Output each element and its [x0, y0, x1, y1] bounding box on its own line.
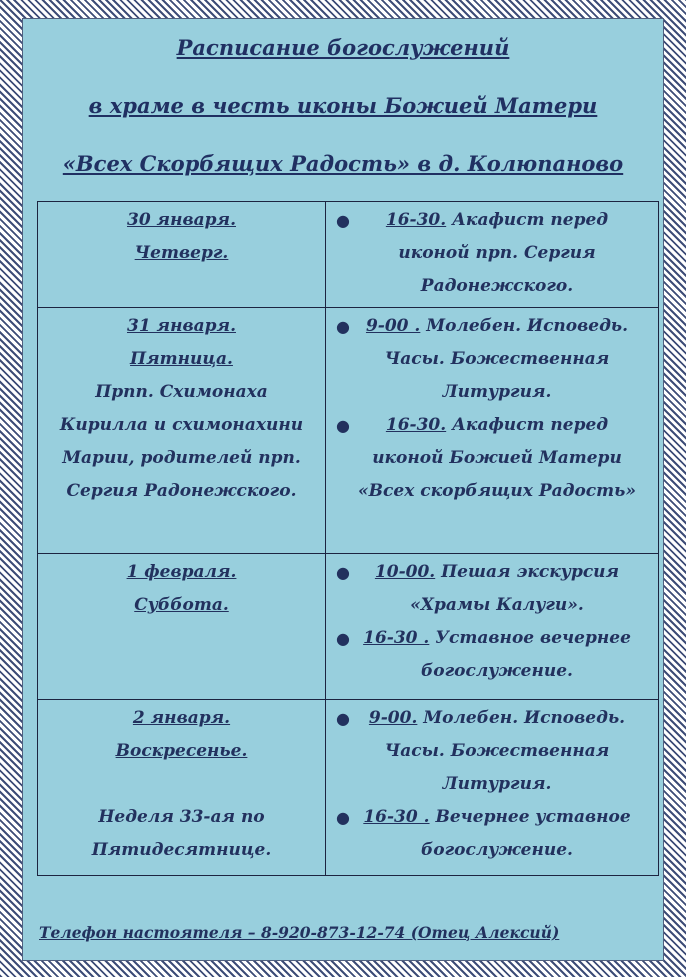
- feast-note: Прпп. Схимонаха: [95, 382, 268, 402]
- service-time: 9-00.: [368, 708, 418, 728]
- bullet-icon: ●: [336, 416, 350, 435]
- service-entry: [330, 204, 654, 303]
- day-cell: [38, 308, 326, 554]
- bullet-icon: ●: [336, 317, 350, 336]
- bullet-icon: ●: [336, 563, 350, 582]
- bullet-icon: ●: [336, 709, 350, 728]
- schedule-table: [37, 201, 659, 876]
- schedule-row: [38, 700, 659, 876]
- feast-note: Неделя 33-ая по: [98, 807, 265, 827]
- service-entry: [330, 801, 654, 867]
- day-weekday: Четверг.: [134, 243, 229, 263]
- service-time: 16-30.: [385, 415, 447, 435]
- services-cell: [326, 700, 659, 876]
- subtitle-icon-location: «Всех Скорбящих Радость» в д. Колюпаново: [62, 151, 624, 176]
- service-line: «Всех скорбящих Радость»: [358, 481, 636, 501]
- service-entry: [330, 556, 654, 622]
- day-weekday: Суббота.: [134, 595, 229, 615]
- feast-note: Марии, родителей прп.: [62, 448, 301, 468]
- service-title: Молебен. Исповедь.: [417, 708, 626, 728]
- service-time: 9-00 .: [365, 316, 421, 336]
- feast-note: Пятидесятнице.: [91, 840, 272, 860]
- schedule-row: [38, 554, 659, 700]
- day-cell: [38, 554, 326, 700]
- service-title: Пешая экскурсия: [435, 562, 620, 582]
- day-date: 2 января.: [132, 708, 231, 728]
- day-date: 31 января.: [126, 316, 236, 336]
- service-title: Акафист перед: [446, 415, 609, 435]
- service-title: Акафист перед: [446, 210, 609, 230]
- service-line: Литургия.: [442, 382, 552, 402]
- schedule-row: [38, 308, 659, 554]
- service-line: Часы. Божественная: [384, 741, 610, 761]
- service-line: богослужение.: [421, 840, 573, 860]
- service-entry: [330, 702, 654, 801]
- day-weekday: Пятница.: [130, 349, 233, 369]
- bullet-icon: ●: [336, 808, 350, 827]
- service-entry: [330, 310, 654, 409]
- service-entry: [330, 622, 654, 688]
- service-line: иконой прп. Сергия: [398, 243, 596, 263]
- feast-note: Сергия Радонежского.: [66, 481, 297, 501]
- service-time: 10-00.: [374, 562, 436, 582]
- day-date: 1 февраля.: [126, 562, 237, 582]
- service-entry: [330, 409, 654, 508]
- service-line: Часы. Божественная: [384, 349, 610, 369]
- day-cell: [38, 202, 326, 308]
- bullet-icon: ●: [336, 211, 350, 230]
- subtitle-church: в храме в честь иконы Божией Матери: [88, 93, 598, 118]
- schedule-row: [38, 202, 659, 308]
- service-title: Вечернее уставное: [429, 807, 631, 827]
- service-line: богослужение.: [421, 661, 573, 681]
- services-cell: [326, 202, 659, 308]
- priest-phone: Телефон настоятеля – 8-920-873-12-74 (Отец Алексий): [39, 923, 560, 942]
- service-time: 16-30 .: [363, 807, 430, 827]
- bullet-icon: ●: [336, 629, 350, 648]
- service-time: 16-30.: [385, 210, 447, 230]
- services-cell: [326, 308, 659, 554]
- service-title: Молебен. Исповедь.: [420, 316, 629, 336]
- service-title: Уставное вечернее: [429, 628, 631, 648]
- service-line: Радонежского.: [420, 276, 574, 296]
- page-title: Расписание богослужений: [176, 35, 510, 60]
- service-line: иконой Божией Матери: [372, 448, 622, 468]
- day-cell: [38, 700, 326, 876]
- services-cell: [326, 554, 659, 700]
- feast-note: Кирилла и схимонахини: [59, 415, 304, 435]
- service-line: «Храмы Калуги».: [410, 595, 584, 615]
- service-line: Литургия.: [442, 774, 552, 794]
- service-time: 16-30 .: [363, 628, 430, 648]
- day-date: 30 января.: [126, 210, 236, 230]
- schedule-panel: [22, 18, 664, 961]
- day-weekday: Воскресенье.: [115, 741, 248, 761]
